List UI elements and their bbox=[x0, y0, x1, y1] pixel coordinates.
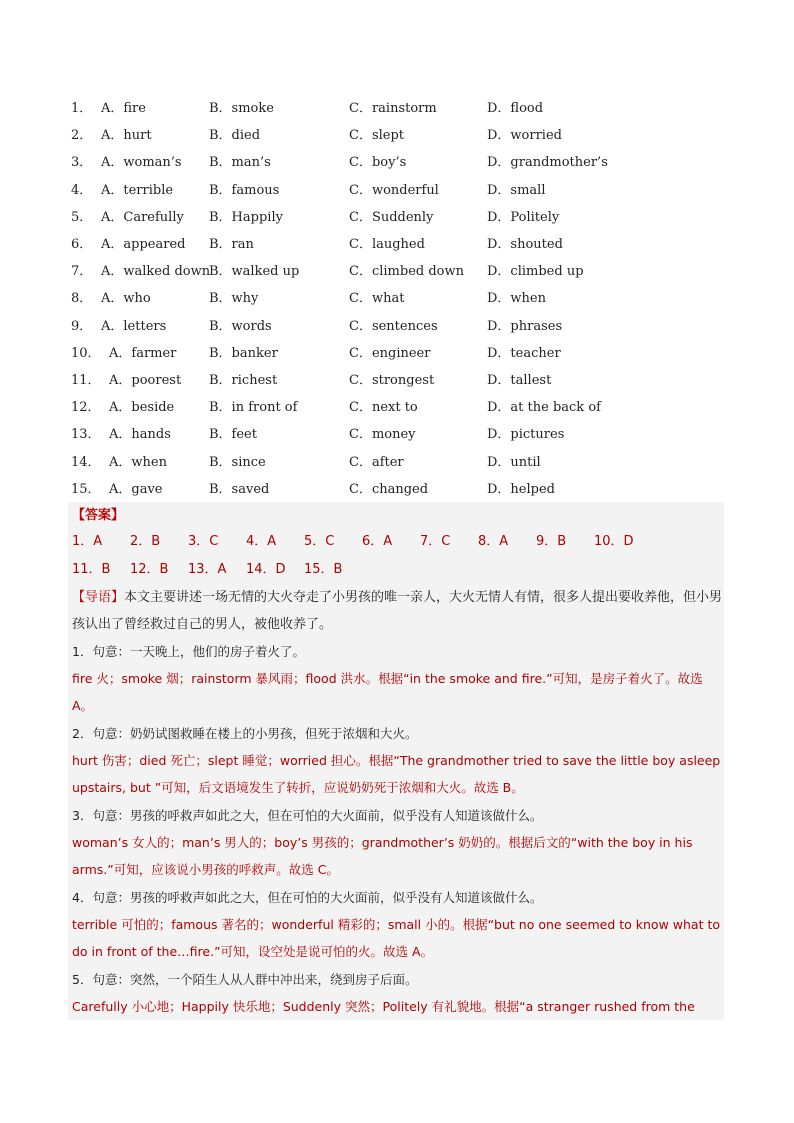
option-b: B．walked up bbox=[209, 264, 300, 280]
option-c: C．wonderful bbox=[349, 182, 439, 198]
question-number: 12． bbox=[71, 400, 101, 416]
option-d: D．at the back of bbox=[487, 400, 601, 416]
answer-label: 【答案】 bbox=[72, 508, 125, 523]
option-c: C．laughed bbox=[349, 237, 425, 253]
question-number: 9． bbox=[71, 318, 93, 334]
question-row bbox=[71, 256, 731, 283]
explanation-body: hurt 伤害；died 死亡；slept 睡觉；worried 担心。根据“The grandmother tried to save the little boy asleep upstairs, but ”可知，后文语境发生了转折，应说奶奶死于浓烟和大火。故选 B。 bbox=[72, 753, 721, 795]
question-row bbox=[71, 283, 731, 310]
option-c: C．after bbox=[349, 454, 404, 470]
question-row bbox=[71, 202, 731, 229]
explanation-body: woman’s 女人的；man’s 男人的；boy’s 男孩的；grandmother’s 奶奶的。根据后文的“with the boy in his arms.”可知，应该说小男孩的呼救声。故选 C。 bbox=[72, 835, 693, 877]
option-a: A．who bbox=[101, 291, 151, 307]
answer-item: 13．A bbox=[188, 562, 227, 577]
answer-item: 15．B bbox=[304, 562, 343, 577]
option-a: A．farmer bbox=[109, 345, 177, 361]
explanation-item bbox=[72, 720, 722, 801]
option-d: D．worried bbox=[487, 128, 562, 144]
option-a: A．appeared bbox=[101, 237, 186, 253]
option-a: A．poorest bbox=[109, 372, 182, 388]
answer-item: 12．B bbox=[130, 562, 169, 577]
option-b: B．words bbox=[209, 318, 272, 334]
option-d: D．flood bbox=[487, 101, 544, 117]
answer-item: 5．C bbox=[304, 534, 335, 549]
question-number: 1． bbox=[71, 101, 93, 117]
option-b: B．richest bbox=[209, 372, 278, 388]
explanation-item bbox=[72, 638, 722, 719]
question-number: 14． bbox=[71, 454, 101, 470]
explanation-body: terrible 可怕的；famous 著名的；wonderful 精彩的；small 小的。根据“but no one seemed to know what to do in front of the…fire.”可知，设空处是说可怕的火。故选 A。 bbox=[72, 917, 720, 959]
option-c: C．next to bbox=[349, 400, 418, 416]
question-list bbox=[71, 93, 731, 501]
option-c: C．sentences bbox=[349, 318, 438, 334]
explanation-head: 5．句意：突然，一个陌生人从人群中冲出来，绕到房子后面。 bbox=[72, 972, 418, 987]
option-d: D．climbed up bbox=[487, 264, 584, 280]
answer-item: 8．A bbox=[478, 534, 509, 549]
option-c: C．climbed down bbox=[349, 264, 464, 280]
option-d: D．when bbox=[487, 291, 546, 307]
explanation-head: 1．句意：一天晚上，他们的房子着火了。 bbox=[72, 644, 305, 659]
option-a: A．when bbox=[109, 454, 167, 470]
question-number: 15． bbox=[71, 481, 101, 497]
guide-paragraph bbox=[72, 584, 732, 638]
answer-item: 1．A bbox=[72, 534, 103, 549]
option-c: C．what bbox=[349, 291, 405, 307]
question-number: 6． bbox=[71, 237, 93, 253]
option-a: A．walked down bbox=[101, 264, 211, 280]
option-d: D．Politely bbox=[487, 209, 560, 225]
option-b: B．banker bbox=[209, 345, 278, 361]
question-row bbox=[71, 419, 731, 446]
option-d: D．helped bbox=[487, 481, 555, 497]
question-row bbox=[71, 229, 731, 256]
question-row bbox=[71, 474, 731, 501]
option-a: A．beside bbox=[109, 400, 175, 416]
option-a: A．fire bbox=[101, 101, 146, 117]
option-d: D．until bbox=[487, 454, 541, 470]
option-d: D．pictures bbox=[487, 427, 565, 443]
answer-row-1 bbox=[72, 530, 652, 549]
option-d: D．teacher bbox=[487, 345, 561, 361]
explanation-head: 4．句意：男孩的呼救声如此之大，但在可怕的大火面前，似乎没有人知道该做什么。 bbox=[72, 890, 543, 905]
option-b: B．ran bbox=[209, 237, 254, 253]
question-number: 3． bbox=[71, 155, 93, 171]
option-c: C．engineer bbox=[349, 345, 431, 361]
explanation-head: 2．句意：奶奶试图救睡在楼上的小男孩，但死于浓烟和大火。 bbox=[72, 726, 418, 741]
option-d: D．shouted bbox=[487, 237, 563, 253]
option-a: A．hurt bbox=[101, 128, 152, 144]
option-c: C．changed bbox=[349, 481, 429, 497]
answer-item: 14．D bbox=[246, 562, 286, 577]
option-c: C．boy’s bbox=[349, 155, 407, 171]
option-a: A．hands bbox=[109, 427, 171, 443]
option-c: C．slept bbox=[349, 128, 405, 144]
guide-tag: 【导语】 bbox=[72, 590, 125, 605]
option-c: C．money bbox=[349, 427, 416, 443]
explanation-item bbox=[72, 802, 722, 883]
explanation-head: 3．句意：男孩的呼救声如此之大，但在可怕的大火面前，似乎没有人知道该做什么。 bbox=[72, 808, 543, 823]
question-row bbox=[71, 311, 731, 338]
option-d: D．grandmother’s bbox=[487, 155, 608, 171]
option-b: B．feet bbox=[209, 427, 257, 443]
option-a: A．woman’s bbox=[101, 155, 182, 171]
question-number: 7． bbox=[71, 264, 93, 280]
option-d: D．tallest bbox=[487, 372, 552, 388]
option-a: A．gave bbox=[109, 481, 163, 497]
question-row bbox=[71, 147, 731, 174]
option-c: C．rainstorm bbox=[349, 101, 437, 117]
question-number: 13． bbox=[71, 427, 101, 443]
question-number: 11． bbox=[71, 372, 101, 388]
option-b: B．smoke bbox=[209, 101, 274, 117]
explanation-body: Carefully 小心地；Happily 快乐地；Suddenly 突然；Politely 有礼貌地。根据“a stranger rushed from the bbox=[72, 999, 695, 1014]
option-d: D．small bbox=[487, 182, 546, 198]
guide-text: 本文主要讲述一场无情的大火夺走了小男孩的唯一亲人，大火无情人有情，很多人提出要收养他，但小男孩认出了曾经救过自己的男人，被他收养了。 bbox=[72, 590, 723, 632]
option-c: C．Suddenly bbox=[349, 209, 434, 225]
option-d: D．phrases bbox=[487, 318, 563, 334]
option-c: C．strongest bbox=[349, 372, 435, 388]
question-number: 10． bbox=[71, 345, 101, 361]
answer-item: 4．A bbox=[246, 534, 277, 549]
answer-section bbox=[68, 502, 724, 1020]
answer-item: 11．B bbox=[72, 562, 111, 577]
question-row bbox=[71, 120, 731, 147]
question-number: 5． bbox=[71, 209, 93, 225]
answer-item: 7．C bbox=[420, 534, 451, 549]
question-row bbox=[71, 175, 731, 202]
option-a: A．letters bbox=[101, 318, 167, 334]
answer-item: 6．A bbox=[362, 534, 393, 549]
question-row bbox=[71, 93, 731, 120]
question-row bbox=[71, 392, 731, 419]
option-b: B．why bbox=[209, 291, 259, 307]
option-b: B．man’s bbox=[209, 155, 271, 171]
option-b: B．in front of bbox=[209, 400, 298, 416]
option-a: A．terrible bbox=[101, 182, 174, 198]
option-b: B．Happily bbox=[209, 209, 283, 225]
explanation-body: fire 火；smoke 烟；rainstorm 暴风雨；flood 洪水。根据“in the smoke and fire.”可知，是房子着火了。故选A。 bbox=[72, 671, 703, 713]
option-b: B．famous bbox=[209, 182, 280, 198]
option-b: B．since bbox=[209, 454, 266, 470]
question-number: 2． bbox=[71, 128, 93, 144]
answer-item: 2．B bbox=[130, 534, 161, 549]
option-a: A．Carefully bbox=[101, 209, 184, 225]
explanation-item bbox=[72, 884, 722, 965]
question-row bbox=[71, 338, 731, 365]
question-row bbox=[71, 446, 731, 473]
answer-item: 10．D bbox=[594, 534, 634, 549]
explanation-item bbox=[72, 966, 722, 1020]
question-row bbox=[71, 365, 731, 392]
option-b: B．died bbox=[209, 128, 261, 144]
option-b: B．saved bbox=[209, 481, 270, 497]
answer-row-2 bbox=[72, 558, 362, 577]
answer-item: 3．C bbox=[188, 534, 219, 549]
answer-item: 9．B bbox=[536, 534, 567, 549]
question-number: 8． bbox=[71, 291, 93, 307]
question-number: 4． bbox=[71, 182, 93, 198]
